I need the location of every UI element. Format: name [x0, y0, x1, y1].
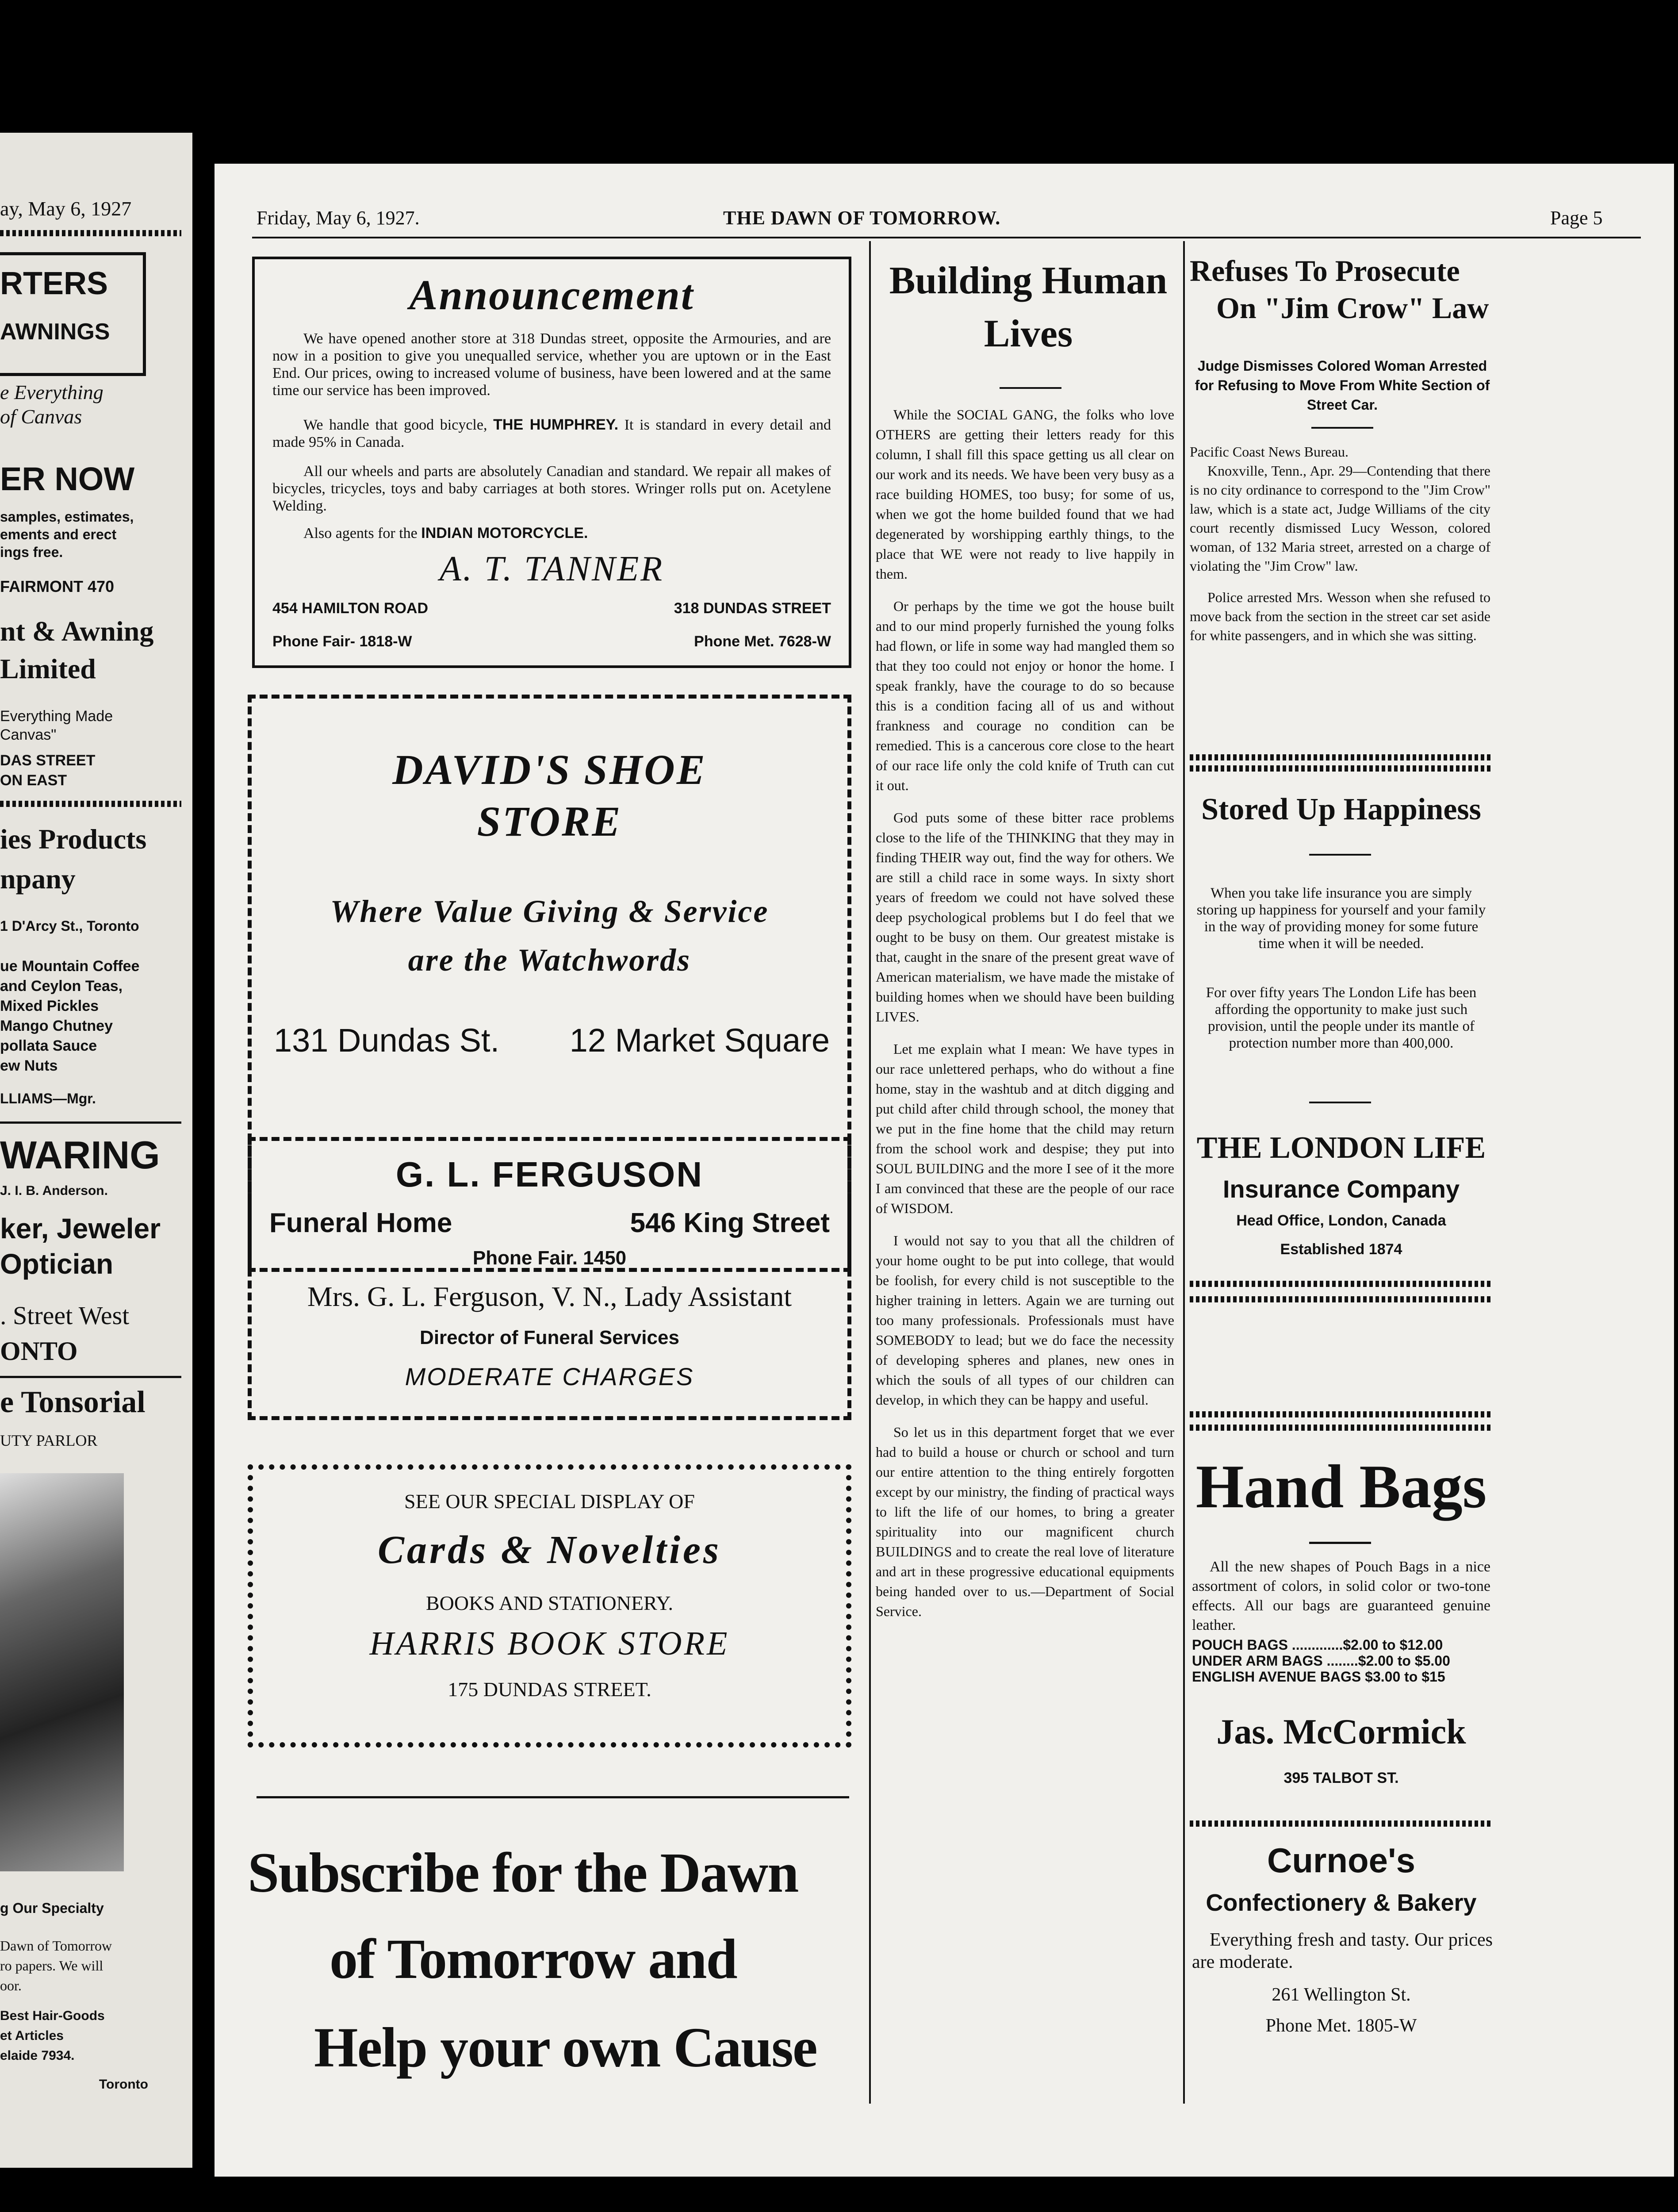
ad-text: ro papers. We will	[0, 1958, 103, 1974]
article-paragraph: Or perhaps by the time we got the house built and to our mind properly furnished the young folks had flown, or life in some way had mangled them so that they too could not enjoy or honor the home. I speak frankly, have the courage to do so because this is a condition facing all of us and without frankness and courage no condition can be remedied. This is a cancerous core close to the heart of our race life only the cold knife of Truth can cut it out.	[876, 598, 1174, 793]
ad-text: Funeral Home	[269, 1208, 452, 1238]
ad-text: pollata Sauce	[0, 1037, 97, 1054]
ad-address: 454 HAMILTON ROAD	[272, 600, 429, 617]
ad-text: Dawn of Tomorrow	[0, 1938, 112, 1954]
awning-logo-top: RTERS	[0, 266, 108, 301]
harris-book-store-ad	[248, 1464, 851, 1747]
ad-text: J. I. B. Anderson.	[0, 1183, 108, 1198]
divider	[1190, 1281, 1493, 1287]
ad-text: . Street West	[0, 1301, 130, 1330]
article-paragraph: Knoxville, Tenn., Apr. 29—Contending that there is no city ordinance to correspond to the "Jim Crow" law, which is a state act, Judge Williams of the city court recently dismissed Lucy Wesson, colored woman, of 132 Maria street, arrested on a charge of violating the "Jim Crow" law.	[1190, 463, 1490, 574]
headline-line: Lives	[984, 312, 1073, 355]
article-body	[876, 405, 1174, 1634]
ad-title: DAVID'S SHOE	[392, 746, 707, 793]
ad-text: Mixed Pickles	[0, 998, 99, 1014]
ad-paragraph: All our wheels and parts are absolutely Canadian and standard. We repair all makes of bicycles, tricycles, toys and baby carriages at both stores. Wringer rolls put on. Acetylene Welding.	[272, 463, 831, 514]
ad-text: Mrs. G. L. Ferguson, V. N., Lady Assistant	[307, 1281, 792, 1312]
ad-text: ON EAST	[0, 772, 67, 789]
ad-heading: ker, Jeweler	[0, 1213, 161, 1244]
ad-address: 318 DUNDAS STREET	[674, 600, 831, 617]
ad-text: We handle that good bicycle,	[303, 417, 487, 433]
header-date: Friday, May 6, 1927.	[257, 207, 420, 229]
ad-text: FAIRMONT 470	[0, 577, 115, 595]
ad-slogan: are the Watchwords	[408, 942, 691, 978]
ad-title: STORE	[477, 798, 622, 845]
price-item: ENGLISH AVENUE BAGS $3.00 to $15	[1192, 1669, 1445, 1685]
ad-paragraph: For over fifty years The London Life has been affording the opportunity to make just such provision, until the people under its mantle of protection number more than 400,000.	[1206, 985, 1477, 1051]
article-paragraph: God puts some of these bitter race problems close to the life of the THINKING that they may in finding THEIR way out, find the way for others. We are still a child race in some ways. In sixty short years of freedom we could not have solved these deep psychological problems but I do feel that we ought to be busy on them. Our greatest mistake is that, caught in the snare of the present great wave of American materialism, we have made the mistake of building homes when we should have been building LIVES.	[876, 810, 1174, 1025]
ad-text: Best Hair-Goods	[0, 2008, 105, 2023]
ferguson-ad	[248, 1137, 851, 1420]
awning-logo-mid: AWNINGS	[0, 319, 110, 345]
ad-phone: Phone Fair. 1450	[472, 1247, 627, 1269]
divider	[1311, 427, 1373, 429]
ad-text: oor.	[0, 1978, 22, 1993]
headline-line: On "Jim Crow" Law	[1216, 291, 1489, 325]
ad-text: et Articles	[0, 2028, 64, 2043]
ad-text: LLIAMS—Mgr.	[0, 1091, 96, 1106]
masthead: THE DAWN OF TOMORROW.	[723, 207, 1001, 229]
ad-text: Also agents for the	[303, 525, 418, 541]
ad-text: Director of Funeral Services	[420, 1327, 679, 1348]
ad-paragraph: Everything fresh and tasty. Our prices are moderate.	[1192, 1930, 1493, 1972]
column-rule	[869, 241, 871, 2104]
ad-title: Stored Up Happiness	[1201, 792, 1481, 826]
article-paragraph: So let us in this department forget that we ever had to build a house or church or school and turn our entire attention to the thing entirely forgotten except by our ministry, the finding of practical ways to lift the life of our homes, to bring a greater spirituality into our magnificent church BUILDINGS and to create the real love of literature and art in these progressive educational equipments being handed over to us.—Department of Social Service.	[876, 1424, 1174, 1619]
ad-title: HARRIS BOOK STORE	[369, 1625, 730, 1662]
ad-text: It is standard in every detail and made 95% in Canada.	[272, 417, 831, 450]
ad-heading: Optician	[0, 1248, 114, 1280]
awning-slogan: e Everything	[0, 381, 103, 403]
divider	[1190, 1820, 1493, 1827]
divider	[257, 1796, 849, 1798]
ad-address: 131 Dundas St.	[274, 1022, 500, 1059]
awning-slogan: of Canvas	[0, 405, 82, 428]
ad-text: samples, estimates,	[0, 509, 134, 525]
jimcrow-headline	[1190, 252, 1495, 326]
ad-paragraph	[303, 525, 831, 542]
ad-phone: Phone Fair- 1818-W	[272, 633, 412, 650]
ad-title: Hand Bags	[1195, 1452, 1487, 1521]
ad-text: g Our Specialty	[0, 1900, 104, 1916]
ad-address: 546 King Street	[630, 1208, 830, 1238]
ad-name: Insurance Company	[1222, 1175, 1460, 1203]
ad-address: 175 DUNDAS STREET.	[448, 1678, 651, 1701]
divider	[1190, 1296, 1493, 1302]
ad-heading: e Tonsorial	[0, 1385, 146, 1419]
portrait-photo	[0, 1473, 124, 1871]
ad-address: 12 Market Square	[569, 1022, 830, 1059]
tanner-ad	[252, 257, 851, 668]
ad-text: 1 D'Arcy St., Toronto	[0, 918, 139, 934]
divider	[1190, 1411, 1493, 1417]
price-list	[1192, 1637, 1502, 1685]
ad-text: Mango Chutney	[0, 1018, 113, 1034]
ad-heading: Limited	[0, 653, 96, 684]
ad-text: Toronto	[99, 2077, 148, 2092]
ad-phone: Phone Met. 7628-W	[694, 633, 831, 650]
page-number: Page 5	[1550, 207, 1603, 229]
ad-text: Canvas"	[0, 726, 57, 743]
ad-heading: WARING	[0, 1133, 160, 1177]
ad-title: Cards & Novelties	[378, 1528, 721, 1572]
divider	[1309, 854, 1371, 856]
subscribe-line: of Tomorrow and	[329, 1928, 737, 1990]
divider	[1190, 765, 1493, 772]
ad-heading: ONTO	[0, 1336, 78, 1366]
jimcrow-body	[1190, 442, 1490, 657]
subscribe-line: Help your own Cause	[314, 2016, 817, 2079]
ad-text: SEE OUR SPECIAL DISPLAY OF	[404, 1490, 695, 1513]
ad-text: Everything Made	[0, 708, 113, 725]
brand-name: THE HUMPHREY.	[493, 416, 619, 433]
news-source: Pacific Coast News Bureau.	[1190, 444, 1349, 460]
divider	[0, 230, 181, 236]
ad-text: Head Office, London, Canada	[1236, 1212, 1446, 1229]
ad-address: 395 TALBOT ST.	[1283, 1770, 1399, 1786]
divider	[0, 801, 181, 807]
ad-name: THE LONDON LIFE	[1196, 1131, 1486, 1165]
divider	[0, 1376, 181, 1378]
ad-heading: nt & Awning	[0, 615, 154, 647]
header-rule	[252, 237, 1641, 238]
headline-line: Building Human	[889, 259, 1168, 302]
article-paragraph: Police arrested Mrs. Wesson when she refused to move back from the section in the street car set aside for white passengers, and in which she was sitting.	[1190, 589, 1490, 643]
article-headline	[878, 254, 1179, 361]
brand-name: INDIAN MOTORCYCLE.	[421, 525, 588, 541]
ad-text: elaide 7934.	[0, 2048, 75, 2063]
ad-text: ue Mountain Coffee	[0, 958, 140, 975]
ad-heading: ies Products	[0, 823, 147, 855]
headline-line: Refuses To Prosecute	[1190, 254, 1460, 288]
ad-text: Established 1874	[1280, 1241, 1402, 1258]
divider	[1000, 387, 1061, 389]
ad-heading: npany	[0, 863, 76, 895]
ad-name: Jas. McCormick	[1216, 1713, 1466, 1751]
article-paragraph: I would not say to you that all the children of your home ought to be put into college, that would be foolish, for every child is not susceptible to the higher training in letters. Again we are turning out too many professionals. Professionals must have SOMEBODY to lead; but we do face the necessity of developing spheres and planes, new ones in which the souls of all types of our children can develop, in which they can be happy and useful.	[876, 1233, 1174, 1408]
divider	[0, 1121, 181, 1124]
ad-phone: Phone Met. 1805-W	[1265, 2016, 1417, 2036]
price-item: POUCH BAGS .............$2.00 to $12.00	[1192, 1637, 1443, 1653]
ad-text: and Ceylon Teas,	[0, 978, 123, 995]
article-deck: Judge Dismisses Colored Woman Arrested for Refusing to Move From White Section of Street Car.	[1195, 358, 1490, 413]
ad-paragraph	[272, 416, 831, 451]
ad-name: Curnoe's	[1267, 1841, 1415, 1880]
ad-subtitle: Confectionery & Bakery	[1206, 1889, 1477, 1916]
ad-paragraph: When you take life insurance you are simply storing up happiness for yourself and your family in the way of providing money for some future time when it will be needed.	[1196, 885, 1486, 952]
ad-paragraph: We have opened another store at 318 Dundas street, opposite the Armouries, and are now in a position to give you unequalled service, whether you are uptown or in the East End. Our prices, owing to increased volume of business, have been lowered and at the same time our service has been improved.	[272, 330, 831, 399]
ad-text: DAS STREET	[0, 752, 96, 769]
ad-paragraph: All the new shapes of Pouch Bags in a nice assortment of colors, in solid color or two-tone effects. All our bags are guaranteed genuine leather.	[1192, 1559, 1490, 1633]
previous-page-strip	[0, 133, 192, 2168]
ad-text: ings free.	[0, 544, 63, 560]
ad-text: UTY PARLOR	[0, 1432, 98, 1449]
ad-text: BOOKS AND STATIONERY.	[425, 1592, 674, 1614]
column-rule	[1183, 241, 1185, 2104]
divider	[1309, 1542, 1371, 1544]
price-item: UNDER ARM BAGS ........$2.00 to $5.00	[1192, 1653, 1450, 1669]
ad-slogan: Where Value Giving & Service	[330, 894, 769, 929]
ad-text: MODERATE CHARGES	[405, 1363, 694, 1390]
ad-title: Announcement	[409, 271, 694, 319]
article-paragraph: While the SOCIAL GANG, the folks who love OTHERS are getting their letters ready for this column, I shall fill this space getting us all clear on our work and its needs. We have been very busy as a race building HOMES, too busy; for some of us, when we got the home builded found that we had degenerated by worshipping earthly things, to the place that WE were not ready to live happily in them.	[876, 407, 1174, 582]
left-page-date: ay, May 6, 1927	[0, 197, 132, 220]
order-now: ER NOW	[0, 461, 135, 497]
divider	[1190, 754, 1493, 760]
ad-address: 261 Wellington St.	[1272, 1985, 1411, 2005]
article-paragraph: Let me explain what I mean: We have types in our race unlettered perhaps, who do without a fine home, stay in the washtub and at ditch digging and put child after child through school, the money that we put in the fine home that the child may return from the school work and despise; they put into SOUL BUILDING and the more I see of it the more I am convinced that these are the people of our race of WISDOM.	[876, 1041, 1174, 1216]
ad-title: G. L. FERGUSON	[395, 1155, 704, 1194]
newspaper-page	[215, 164, 1674, 2177]
ad-text: ements and erect	[0, 526, 117, 542]
divider	[1309, 1102, 1371, 1103]
ad-name: A. T. TANNER	[439, 549, 664, 588]
ad-text: ew Nuts	[0, 1057, 58, 1074]
subscribe-line: Subscribe for the Dawn	[248, 1841, 798, 1904]
divider	[1190, 1425, 1493, 1431]
